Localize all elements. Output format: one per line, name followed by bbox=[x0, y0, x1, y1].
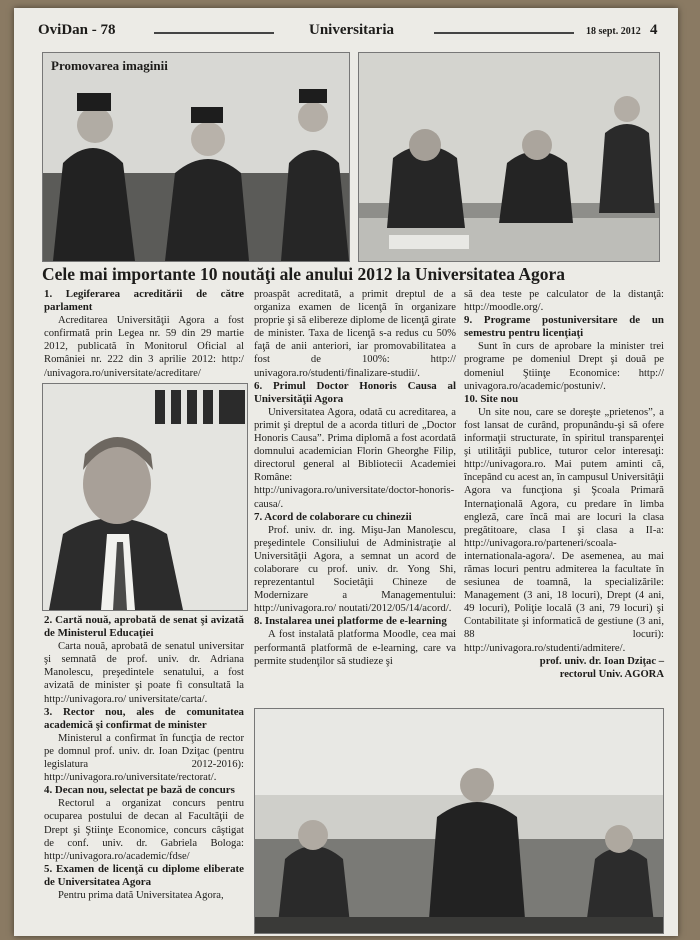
column-1-top bbox=[44, 288, 244, 380]
photo-conference bbox=[254, 708, 664, 934]
paragraph: Ministerul a confirmat în funcţia de rector pe domnul prof. univ. dr. Ioan Dziţac (pentru legislatura 2012-2016): http://univagora.ro/universitate/rectorat/. bbox=[44, 732, 244, 784]
section-heading: 6. Primul Doctor Honoris Causa al Universităţii Agora bbox=[254, 379, 456, 405]
section-heading: 9. Programe postuniversitare de un semestru pentru licenţiaţi bbox=[464, 314, 664, 340]
paragraph: să dea teste pe calculator de la distanţă: http://moodle.org/. bbox=[464, 289, 664, 314]
photo-conference-image bbox=[255, 709, 663, 933]
section-heading: 10. Site nou bbox=[464, 392, 519, 405]
section-heading: 7. Acord de colaborare cu chinezii bbox=[254, 510, 412, 523]
column-2 bbox=[254, 288, 456, 668]
section-heading: 2. Cartă nouă, aprobată de senat şi avizată de Ministerul Educaţiei bbox=[44, 614, 244, 640]
header-date: 18 sept. 2012 bbox=[586, 26, 641, 37]
paragraph: Un site nou, care se doreşte „prietenos”, a fost lansat de curând, propunându-şi să ofere informaţii structurate, în spiritul transparenţei şi utilităţii publice, tuturor celor interesaţi: http://univagora.ro. Mai putem aminti că, începând cu acest an, în campusul Universităţii Agora va funcţiona şi Şcoala Primară Internaţională Agora, cu predare în limba engleză, care încă mai are locuri la clasa pregătitoare, clasa I şi clasa a II-a: http://univagora.ro/parteneri/scoala-internationala-agora/. De asemenea, au mai rămas locuri pentru admiterea la facultate în sesiunea de toamnă, la specializările: Management (3 ani, 18 locuri), Drept (4 ani, 49 locuri), Poliţie locală (3 ani, 79 locuri) şi Contabilitate şi informatică de gestiune (3 ani, 88 locuri): http://univagora.ro/studenti/admitere/. bbox=[464, 406, 664, 654]
paragraph: Rectorul a organizat concurs pentru ocuparea postului de decan al Facultăţii de Drept şi Ştiinţe Economice, concurs câştigat de conf. univ. dr. Gabriela Bologa: http://univagora.ro/academic/fdse/ bbox=[44, 798, 244, 862]
paragraph: A fost instalată platforma Moodle, cea mai performantă platformă de e-learning, care va permite studenţilor să studieze şi bbox=[254, 629, 456, 667]
photo-rector-image bbox=[43, 384, 247, 610]
paragraph: Carta nouă, aprobată de senatul universitar şi semnată de prof. univ. dr. Adriana Manolescu, preşedintele senatului, a fost avizată de minister şi poate fi consultată la http://univagora.ro/ universitate/carta/. bbox=[44, 641, 244, 705]
header-publication: Universitaria bbox=[309, 22, 394, 38]
paragraph: Universitatea Agora, odată cu acreditarea, a primit şi dreptul de a acorda titluri de „Doctor Honoris Causa”. Prima diplomă a fost acordată domnului academician Florin Gheorghe Filip, directorul general al Bibliotecii Academiei Române: http://univagora.ro/universitate/doctor-honoris-causa/. bbox=[254, 406, 456, 510]
paragraph: Pentru prima dată Universitatea Agora, bbox=[58, 889, 224, 901]
photo-caption: Promovarea imaginii bbox=[51, 58, 168, 73]
section-heading: 4. Decan nou, selectat pe bază de concurs bbox=[44, 784, 235, 797]
photo-ceremony-image bbox=[43, 53, 349, 261]
newspaper-page bbox=[14, 8, 678, 936]
paragraph: Prof. univ. dr. ing. Mişu-Jan Manolescu, preşedintele Consiliului de Administraţie al Universităţii Agora, a semnat un acord de colaborare cu prof. univ. dr. Yong Shi, reprezentantul Societăţii Chineze de Modernizare a Managementului: http://univagora.ro/ noutati/2012/05/14/acord/. bbox=[254, 524, 456, 615]
paragraph: Sunt în curs de aprobare la minister trei programe pe domeniul Drept şi două pe domeniul Ştiinţe Economice: http:// univagora.ro/academic/postuniv/. bbox=[464, 341, 664, 392]
column-1-bottom bbox=[44, 614, 244, 902]
header-page-number: 4 bbox=[650, 22, 658, 38]
section-heading: 5. Examen de licenţă cu diplome eliberate de Universitatea Agora bbox=[44, 862, 244, 888]
photo-panel-table-image bbox=[359, 53, 659, 261]
headline: Cele mai importante 10 noutăţi ale anului 2012 la Universitatea Agora bbox=[42, 264, 566, 284]
section-heading: 1. Legiferarea acreditării de către parlament bbox=[44, 288, 244, 314]
header-rule-right bbox=[434, 32, 574, 34]
header-rule-left bbox=[154, 32, 274, 34]
photo-panel-table bbox=[358, 52, 660, 262]
signature-line: prof. univ. dr. Ioan Dziţac – bbox=[539, 655, 664, 667]
photo-ceremony bbox=[42, 52, 350, 262]
header-issue: OviDan - 78 bbox=[38, 22, 116, 38]
signature-line: rectorul Univ. AGORA bbox=[559, 668, 664, 680]
page-header bbox=[14, 20, 678, 46]
section-heading: 3. Rector nou, ales de comunitatea academică şi confirmat de minister bbox=[44, 705, 244, 731]
photo-rector bbox=[42, 383, 248, 611]
section-heading: 8. Instalarea unei platforme de e-learning bbox=[254, 615, 447, 628]
paragraph: Acreditarea Universităţii Agora a fost confirmată prin Legea nr. 59 din 29 martie 2012, publicată în Monitorul Oficial al României nr. 222 din 3 aprilie 2012: http:/ /univagora.ro/universitate/acreditare/ bbox=[44, 315, 244, 379]
paragraph: proaspăt acreditată, a primit dreptul de a organiza examen de licenţă în organizare proprie şi să elibereze diplome de licenţă girate de minister. Taxa de licenţă s-a redus cu 50% faţă de anii anteriori, iar promovabilitatea a fost de 100%: http:// univagora.ro/studenti/finalizare-studii/. bbox=[254, 289, 456, 379]
column-3 bbox=[464, 288, 664, 681]
